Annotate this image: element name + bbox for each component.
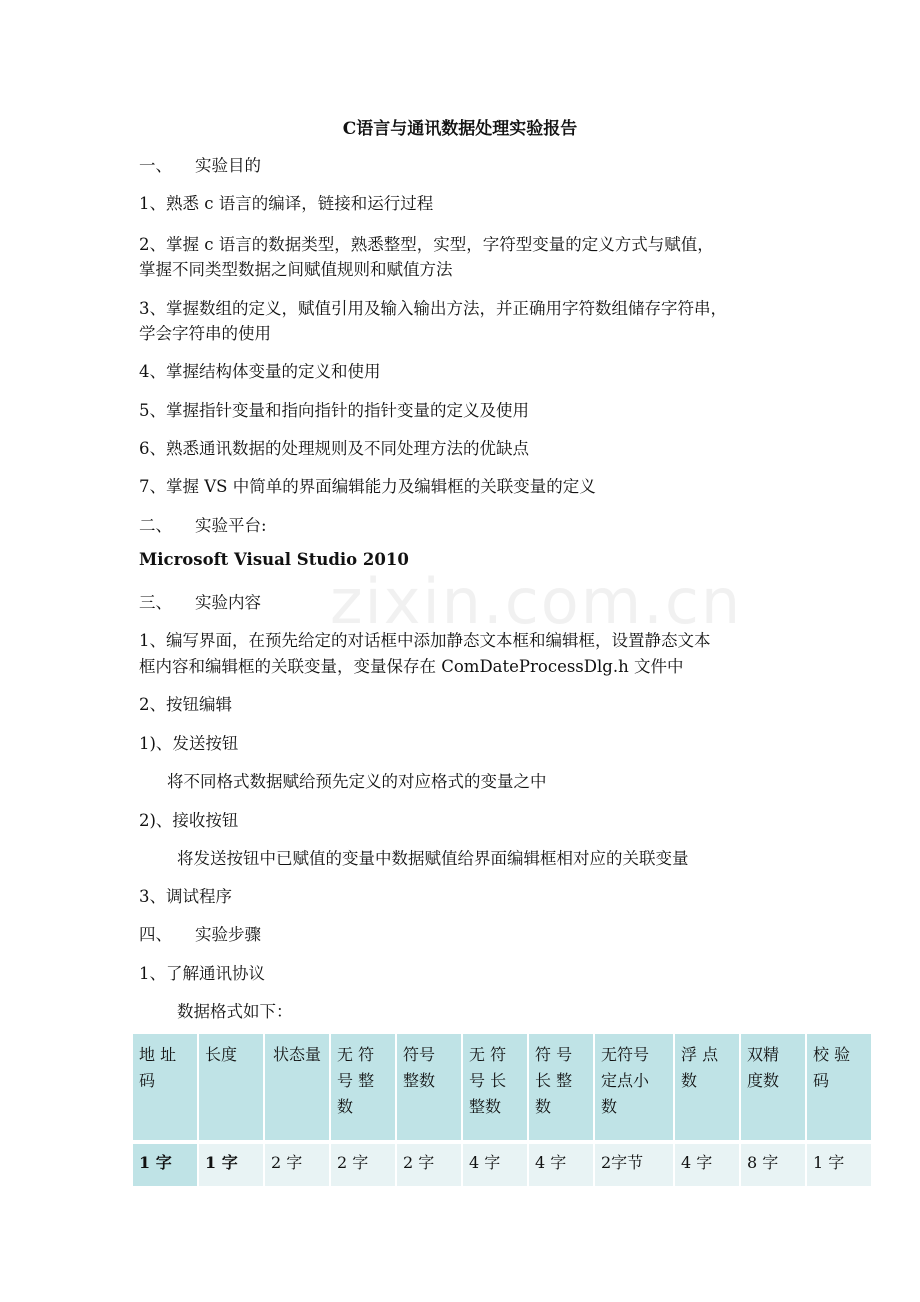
objective-5: 5、掌握指针变量和指向指针的指针变量的定义及使用 bbox=[139, 401, 529, 420]
objective-6: 6、熟悉通讯数据的处理规则及不同处理方法的优缺点 bbox=[139, 439, 529, 458]
table-row bbox=[133, 1144, 871, 1186]
objective-4: 4、掌握结构体变量的定义和使用 bbox=[139, 362, 381, 381]
data-format-table bbox=[131, 1034, 873, 1186]
header-cell: 符 号 长 整 数 bbox=[529, 1034, 593, 1140]
content-2-2-desc: 将发送按钮中已赋值的变量中数据赋值给界面编辑框相对应的关联变量 bbox=[177, 849, 689, 868]
header-cell: 地 址 码 bbox=[133, 1034, 197, 1140]
section-title: 实验平台: bbox=[195, 516, 267, 535]
table-cell: 4 字 bbox=[529, 1144, 593, 1186]
header-cell: 无 符 号 整 数 bbox=[331, 1034, 395, 1140]
table-cell: 4 字 bbox=[463, 1144, 527, 1186]
content-3: 3、调试程序 bbox=[139, 887, 232, 906]
content-1: 1、编写界面，在预先给定的对话框中添加静态文本框和编辑框，设置静态文本 bbox=[139, 631, 711, 650]
header-cell: 双精 度数 bbox=[741, 1034, 805, 1140]
section-heading-3 bbox=[139, 589, 261, 613]
section-number: 三、 bbox=[139, 593, 172, 612]
table-cell: 2 字 bbox=[397, 1144, 461, 1186]
section-number: 四、 bbox=[139, 925, 172, 944]
table-header-row bbox=[133, 1034, 871, 1140]
step-1-desc: 数据格式如下： bbox=[177, 1002, 293, 1021]
header-cell: 浮 点 数 bbox=[675, 1034, 739, 1140]
content-2-1-desc: 将不同格式数据赋给预先定义的对应格式的变量之中 bbox=[167, 772, 547, 791]
objective-7: 7、掌握 VS 中简单的界面编辑能力及编辑框的关联变量的定义 bbox=[139, 477, 596, 496]
objective-1: 1、熟悉 c 语言的编译，链接和运行过程 bbox=[139, 194, 434, 213]
header-cell: 无符号 定点小 数 bbox=[595, 1034, 673, 1140]
table-cell: 1 字 bbox=[133, 1144, 197, 1186]
objective-2-cont: 掌握不同类型数据之间赋值规则和赋值方法 bbox=[139, 260, 453, 279]
header-cell: 校 验 码 bbox=[807, 1034, 871, 1140]
section-heading-2 bbox=[139, 512, 267, 536]
table-cell: 8 字 bbox=[741, 1144, 805, 1186]
objective-2: 2、掌握 c 语言的数据类型，熟悉整型，实型，字符型变量的定义方式与赋值， bbox=[139, 235, 714, 254]
header-cell: 无 符 号 长 整数 bbox=[463, 1034, 527, 1140]
document-title: C语言与通讯数据处理实验报告 bbox=[342, 119, 578, 139]
objective-3: 3、掌握数组的定义，赋值引用及输入输出方法，并正确用字符数组储存字符串， bbox=[139, 299, 727, 318]
header-cell: 长度 bbox=[199, 1034, 263, 1140]
objective-3-cont: 学会字符串的使用 bbox=[139, 324, 271, 343]
section-heading-1 bbox=[139, 152, 261, 176]
watermark: zixin.com.cn bbox=[330, 565, 743, 638]
platform-name: Microsoft Visual Studio 2010 bbox=[139, 550, 409, 569]
table-cell: 1 字 bbox=[199, 1144, 263, 1186]
table-cell: 2字节 bbox=[595, 1144, 673, 1186]
section-title: 实验步骤 bbox=[195, 925, 261, 944]
section-heading-4 bbox=[139, 921, 261, 945]
content-2-2: 2)、接收按钮 bbox=[139, 811, 239, 830]
header-cell: 状态量 bbox=[265, 1034, 329, 1140]
section-number: 二、 bbox=[139, 516, 172, 535]
header-cell: 符号 整数 bbox=[397, 1034, 461, 1140]
content-2: 2、按钮编辑 bbox=[139, 695, 232, 714]
section-title: 实验内容 bbox=[195, 593, 261, 612]
table-cell: 1 字 bbox=[807, 1144, 871, 1186]
table-cell: 4 字 bbox=[675, 1144, 739, 1186]
content-1-cont: 框内容和编辑框的关联变量，变量保存在 ComDateProcessDlg.h 文件中 bbox=[139, 657, 684, 676]
table-cell: 2 字 bbox=[331, 1144, 395, 1186]
step-1: 1、了解通讯协议 bbox=[139, 964, 265, 983]
content-2-1: 1)、发送按钮 bbox=[139, 734, 239, 753]
table-cell: 2 字 bbox=[265, 1144, 329, 1186]
section-number: 一、 bbox=[139, 156, 172, 175]
section-title: 实验目的 bbox=[195, 156, 261, 175]
